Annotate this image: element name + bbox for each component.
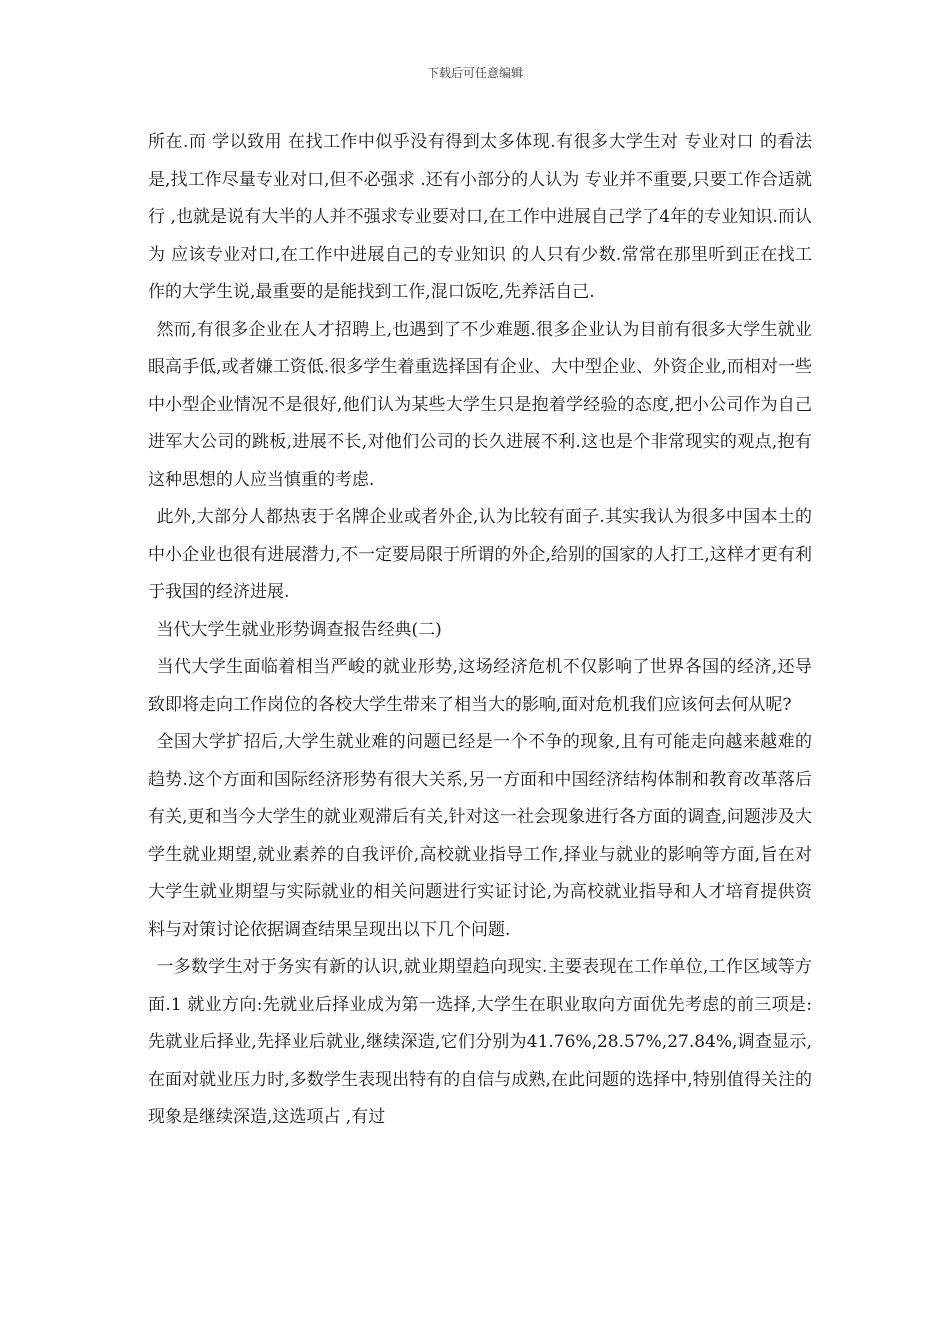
section-heading: 当代大学生就业形势调查报告经典(二): [156, 619, 442, 640]
document-body: [148, 124, 812, 1137]
paragraph: 所在.而 学以致用 在找工作中似乎没有得到太多体现.有很多大学生对 专业对口 的看法是,找工作尽量专业对口,但不必强求 .还有小部分的人认为 专业并不重要,只要工作合适就行 ,也就是说有大半的人并不强求专业要对口,在工作中进展自己学了4年的专业知识.而认为 应该专业对口,在工作中进展自己的专业知识 的人只有少数.常常在那里听到正在找工作的大学生说,最重要的是能找到工作,混口饭吃,先养活自己.: [148, 132, 812, 302]
page-header: 下载后可任意编辑: [426, 66, 523, 80]
paragraph: 全国大学扩招后,大学生就业难的问题已经是一个不争的现象,且有可能走向越来越难的趋势.这个方面和国际经济形势有很大关系,另一方面和中国经济结构体制和教育改革落后有关,更和当今大学生的就业观滞后有关,针对这一社会现象进行各方面的调查,问题涉及大学生就业期望,就业素养的自我评价,高校就业指导工作,择业与就业的影响等方面,旨在对大学生就业期望与实际就业的相关问题进行实证讨论,为高校就业指导和人才培育提供资料与对策讨论依据调查结果呈现出以下几个问题.: [148, 732, 812, 940]
paragraph: 一多数学生对于务实有新的认识,就业期望趋向现实.主要表现在工作单位,工作区域等方面.1 就业方向:先就业后择业成为第一选择,大学生在职业取向方面优先考虑的前三项是:先就业后择业,先择业后就业,继续深造,它们分别为41.76%,28.57%,27.84%,调查显示,在面对就业压力时,多数学生表现出特有的自信与成熟,在此问题的选择中,特别值得关注的现象是继续深造,这选项占 ,有过: [148, 957, 812, 1127]
paragraph: 当代大学生面临着相当严峻的就业形势,这场经济危机不仅影响了世界各国的经济,还导致即将走向工作岗位的各校大学生带来了相当大的影响,面对危机我们应该何去何从呢?: [148, 657, 812, 715]
paragraph: 此外,大部分人都热衷于名牌企业或者外企,认为比较有面子.其实我认为很多中国本土的中小企业也很有进展潜力,不一定要局限于所谓的外企,给别的国家的人打工,这样才更有利于我国的经济进展.: [148, 507, 812, 602]
paragraph: 然而,有很多企业在人才招聘上,也遇到了不少难题.很多企业认为目前有很多大学生就业眼高手低,或者嫌工资低.很多学生着重选择国有企业、大中型企业、外资企业,而相对一些中小型企业情况不是很好,他们认为某些大学生只是抱着学经验的态度,把小公司作为自己进军大公司的跳板,进展不长,对他们公司的长久进展不利.这也是个非常现实的观点,抱有这种思想的人应当慎重的考虑.: [148, 319, 812, 490]
